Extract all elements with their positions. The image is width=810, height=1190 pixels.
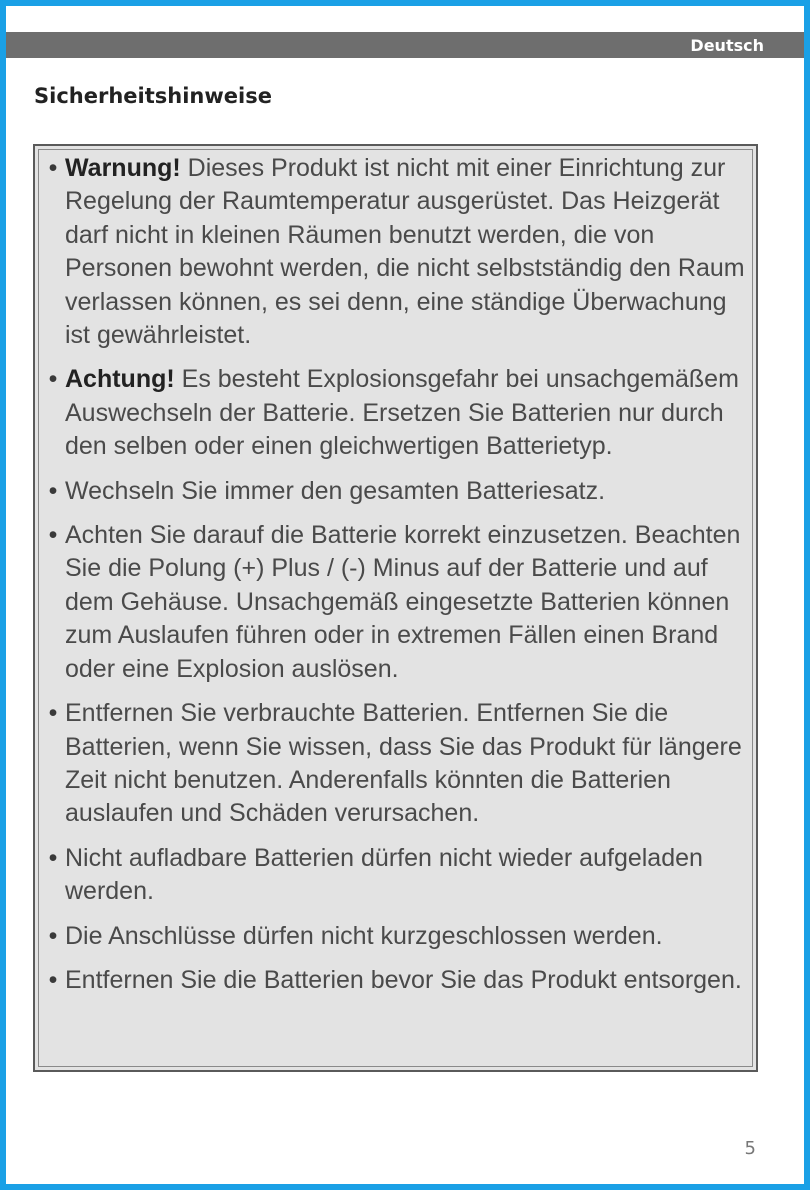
notice-body: Wechseln Sie immer den gesamten Batteriesatz.: [65, 476, 606, 505]
notice-attention: [41, 363, 746, 463]
bullet-icon: •: [48, 476, 58, 505]
notice-replace-all: [41, 475, 746, 508]
bullet-icon: •: [48, 843, 58, 872]
notice-remove-used: [41, 697, 746, 831]
bullet-icon: •: [48, 965, 58, 994]
notice-polarity: [41, 519, 746, 686]
notice-body: Entfernen Sie verbrauchte Batterien. Entfernen Sie die Batterien, wenn Sie wissen, dass Sie das Produkt für längere Zeit nicht benutzen. Anderenfalls könnten die Batterien auslaufen und Schäden verursachen.: [65, 699, 742, 828]
notice-remove-before-disposal: [41, 964, 746, 997]
notice-warning: [41, 152, 746, 352]
notice-body: Dieses Produkt ist nicht mit einer Einrichtung zur Regelung der Raumtemperatur ausgerüstet. Das Heizgerät darf nicht in kleinen Räumen benutzt werden, die von Personen bewohnt werden, die nicht selbstständig den Raum verlassen können, es sei denn, eine ständige Überwachung ist gewährleistet.: [65, 154, 745, 350]
notice-list: [35, 146, 756, 997]
notice-body: Entfernen Sie die Batterien bevor Sie das Produkt entsorgen.: [65, 965, 742, 994]
notice-no-recharge: [41, 842, 746, 909]
section-title: Sicherheitshinweise: [34, 84, 272, 108]
bullet-icon: •: [48, 921, 58, 950]
notice-keyword: Warnung!: [65, 154, 181, 182]
language-bar: [6, 32, 804, 58]
page-number: 5: [744, 1138, 756, 1159]
notice-body: Es besteht Explosionsgefahr bei unsachgemäßem Auswechseln der Batterie. Ersetzen Sie Batterien nur durch den selben oder einen gleichwertigen Batterietyp.: [65, 365, 739, 461]
bullet-icon: •: [48, 365, 58, 394]
notice-no-short-circuit: [41, 920, 746, 953]
language-label: Deutsch: [690, 35, 764, 55]
bullet-icon: •: [48, 154, 58, 182]
bullet-icon: •: [48, 521, 58, 550]
notice-text: [65, 363, 746, 463]
notice-text: [65, 152, 746, 352]
notice-body: Achten Sie darauf die Batterie korrekt einzusetzen. Beachten Sie die Polung (+) Plus / (-) Minus auf der Batterie und auf dem Gehäuse. Unsachgemäß eingesetzte Batterien können zum Auslaufen führen oder in extremen Fällen einen Brand oder eine Explosion auslösen.: [65, 521, 741, 683]
notice-keyword: Achtung!: [65, 365, 175, 394]
notice-body: Nicht aufladbare Batterien dürfen nicht wieder aufgeladen werden.: [65, 843, 703, 906]
notice-body: Die Anschlüsse dürfen nicht kurzgeschlossen werden.: [65, 921, 663, 950]
bullet-icon: •: [48, 699, 58, 728]
safety-notice-box: [33, 144, 758, 1072]
